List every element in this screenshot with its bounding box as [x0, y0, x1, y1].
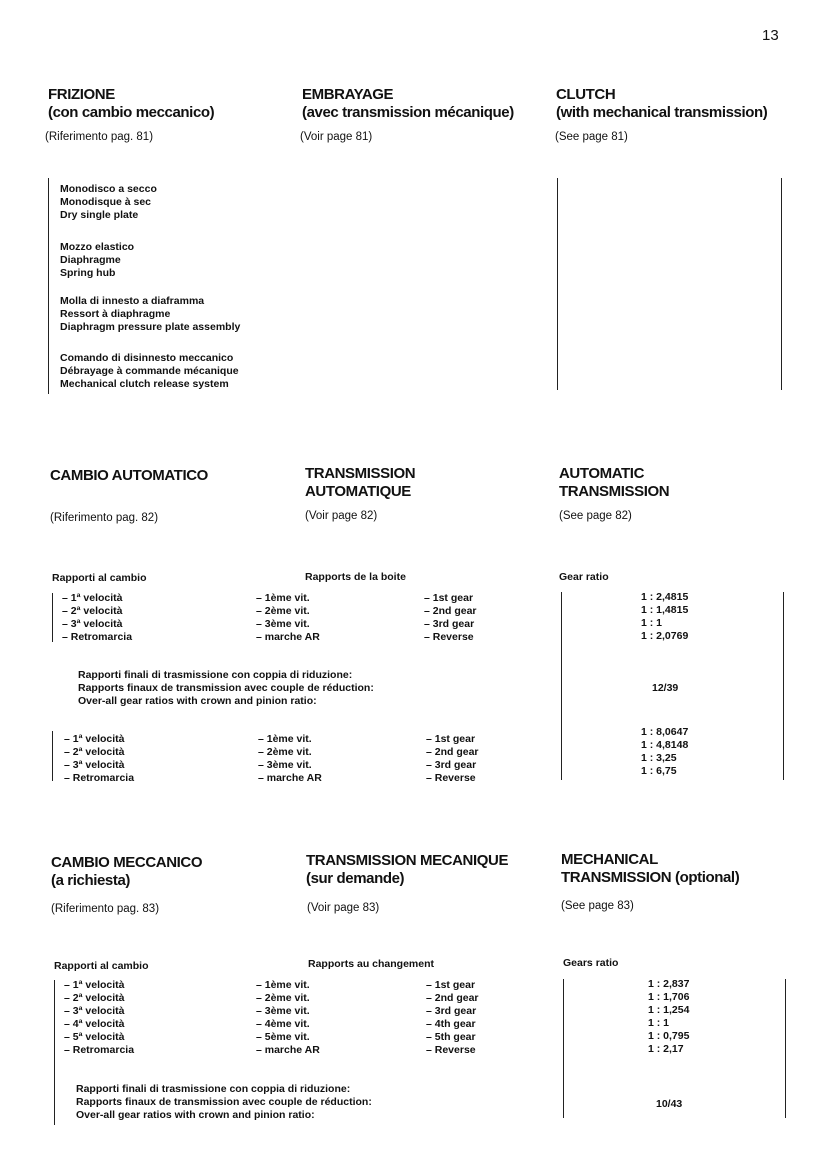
automatic-rule-1: [52, 593, 53, 642]
mechanical-ratios: 1 : 2,837 1 : 1,706 1 : 1,254 1 : 1 1 : 0,795 1 : 2,17: [648, 978, 690, 1055]
automatic-rule-2: [52, 731, 53, 781]
mechanical-title-it: CAMBIO MECCANICO (a richiesta): [51, 854, 203, 889]
automatic-title-it: CAMBIO AUTOMATICO: [50, 467, 208, 484]
automatic-gears-it: – 1ª velocità – 2ª velocità – 3ª velocità – Retromarcia: [62, 592, 133, 643]
mechanical-title-en: MECHANICAL TRANSMISSION (optional): [561, 851, 740, 886]
mechanical-label-fr: Rapports au changement: [308, 958, 435, 970]
automatic-box-right: [783, 592, 784, 780]
automatic-label-en: Gear ratio: [559, 571, 609, 583]
clutch-rule-left: [48, 178, 49, 394]
mechanical-gears-fr: – 1ème vit. – 2ème vit. – 3ème vit. – 4ème vit. – 5ème vit. – marche AR: [256, 979, 320, 1056]
automatic-gears-fr: – 1ème vit. – 2ème vit. – 3ème vit. – marche AR: [256, 592, 320, 643]
automatic-final-value: 12/39: [652, 682, 679, 694]
mechanical-rule-left: [54, 980, 55, 1125]
automatic-label-it: Rapporti al cambio: [52, 572, 147, 584]
automatic-overall-fr: – 1ème vit. – 2ème vit. – 3ème vit. – marche AR: [258, 733, 322, 784]
mechanical-ref-en: (See page 83): [561, 900, 634, 912]
automatic-ratios: 1 : 2,4815 1 : 1,4815 1 : 1 1 : 2,0769: [641, 591, 689, 642]
clutch-title-it: FRIZIONE (con cambio meccanico): [48, 86, 215, 121]
automatic-title-en: AUTOMATIC TRANSMISSION: [559, 465, 670, 500]
clutch-ref-fr: (Voir page 81): [300, 131, 373, 143]
automatic-ref-it: (Riferimento pag. 82): [50, 512, 159, 524]
mechanical-ref-fr: (Voir page 83): [307, 902, 380, 914]
clutch-ref-en: (See page 81): [555, 131, 628, 143]
mechanical-gears-it: – 1ª velocità – 2ª velocità – 3ª velocità – 4ª velocità – 5ª velocità – Retromarcia: [64, 979, 135, 1056]
mechanical-label-it: Rapporti al cambio: [54, 960, 149, 972]
mechanical-gears-en: – 1st gear – 2nd gear – 3rd gear – 4th gear – 5th gear – Reverse: [426, 979, 479, 1056]
automatic-final-note: Rapporti finali di trasmissione con coppia di riduzione: Rapports finaux de transmission avec couple de réduction: Over-all gear ratios with crown and pinion ratio:: [78, 669, 374, 707]
clutch-item-release: Comando di disinnesto meccanico Débrayage à commande mécanique Mechanical clutch release system: [60, 352, 239, 390]
clutch-item-spring: Molla di innesto a diaframma Ressort à diaphragme Diaphragm pressure plate assembly: [60, 295, 241, 333]
page-number: 13: [762, 27, 779, 44]
mechanical-ref-it: (Riferimento pag. 83): [51, 903, 160, 915]
automatic-ref-en: (See page 82): [559, 510, 632, 522]
clutch-item-hub: Mozzo elastico Diaphragme Spring hub: [60, 241, 135, 279]
mechanical-box-right: [785, 979, 786, 1118]
automatic-overall-ratios: 1 : 8,0647 1 : 4,8148 1 : 3,25 1 : 6,75: [641, 726, 689, 777]
automatic-ref-fr: (Voir page 82): [305, 510, 378, 522]
mechanical-box-left: [563, 979, 564, 1118]
mechanical-title-fr: TRANSMISSION MECANIQUE (sur demande): [306, 852, 509, 887]
mechanical-final-note: Rapporti finali di trasmissione con coppia di riduzione: Rapports finaux de transmission avec couple de réduction: Over-all gear ratios with crown and pinion ratio:: [76, 1083, 372, 1121]
automatic-gears-en: – 1st gear – 2nd gear – 3rd gear – Reverse: [424, 592, 477, 643]
mechanical-final-value: 10/43: [656, 1098, 683, 1110]
automatic-overall-en: – 1st gear – 2nd gear – 3rd gear – Reverse: [426, 733, 479, 784]
clutch-title-en: CLUTCH (with mechanical transmission): [556, 86, 768, 121]
clutch-box-left: [557, 178, 558, 390]
clutch-item-plate: Monodisco a secco Monodisque à sec Dry single plate: [60, 183, 157, 221]
automatic-title-fr: TRANSMISSION AUTOMATIQUE: [305, 465, 416, 500]
mechanical-label-en: Gears ratio: [563, 957, 619, 969]
clutch-title-fr: EMBRAYAGE (avec transmission mécanique): [302, 86, 514, 121]
clutch-ref-it: (Riferimento pag. 81): [45, 131, 154, 143]
clutch-box-right: [781, 178, 782, 390]
automatic-overall-it: – 1ª velocità – 2ª velocità – 3ª velocità – Retromarcia: [64, 733, 135, 784]
automatic-box-left: [561, 592, 562, 780]
automatic-label-fr: Rapports de la boite: [305, 571, 406, 583]
